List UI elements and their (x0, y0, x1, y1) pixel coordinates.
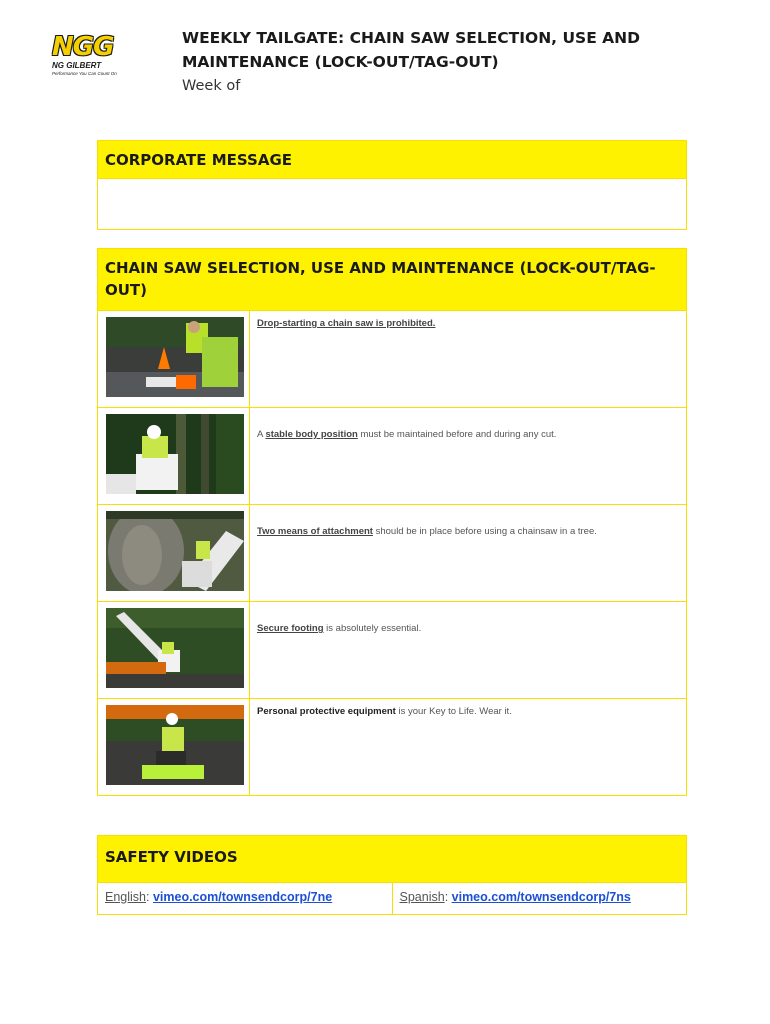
tree-trunk-bucket-photo (106, 511, 244, 591)
row-rest: must be maintained before and during any cut. (357, 429, 557, 440)
safety-row (98, 407, 686, 504)
row-image-cell (98, 505, 250, 601)
row-text (250, 602, 686, 698)
label-separator: : (444, 890, 452, 904)
spanish-video-cell (392, 883, 687, 914)
english-label: English (105, 890, 146, 904)
logo-mark: NGG (52, 32, 114, 62)
row-text (250, 311, 686, 407)
corporate-message-body (98, 178, 686, 229)
safety-row (98, 601, 686, 698)
bucket-truck-photo (106, 608, 244, 688)
safety-row (98, 698, 686, 795)
row-image-cell (98, 408, 250, 504)
document-header (182, 26, 702, 94)
logo-tagline: Performance You Can Count On (52, 71, 117, 76)
worker-drop-start-photo (106, 317, 244, 397)
row-image-cell (98, 602, 250, 698)
row-lead: A (257, 429, 266, 440)
document-title: WEEKLY TAILGATE: CHAIN SAW SELECTION, USE AND MAINTENANCE (LOCK-OUT/TAG-OUT) (182, 29, 641, 71)
ppe-worker-photo (106, 705, 244, 785)
safety-videos-heading: SAFETY VIDEOS (98, 836, 686, 882)
english-video-cell (98, 883, 392, 914)
chain-saw-heading: CHAIN SAW SELECTION, USE AND MAINTENANCE (LOCK-OUT/TAG-OUT) (98, 249, 686, 310)
row-emphasis: Personal protective equipment (257, 706, 396, 717)
spanish-label: Spanish (399, 890, 445, 904)
company-logo (52, 34, 132, 94)
row-emphasis: Secure footing (257, 623, 324, 634)
row-rest: should be in place before using a chainsaw in a tree. (372, 526, 597, 537)
english-video-link[interactable]: vimeo.com/townsendcorp/7ne (152, 890, 333, 904)
spanish-video-link[interactable]: vimeo.com/townsendcorp/7ns (451, 890, 631, 904)
row-text (250, 699, 686, 795)
row-image-cell (98, 311, 250, 407)
bucket-worker-photo (106, 414, 244, 494)
corporate-message-heading: CORPORATE MESSAGE (98, 141, 686, 178)
row-text (250, 505, 686, 601)
safety-videos-section (97, 835, 687, 915)
row-text (250, 408, 686, 504)
row-emphasis: Two means of attachment (257, 526, 373, 537)
video-links-row (98, 882, 686, 914)
corporate-message-section (97, 140, 687, 230)
row-image-cell (98, 699, 250, 795)
row-rest: is your Key to Life. Wear it. (395, 706, 512, 717)
chain-saw-section (97, 248, 687, 796)
safety-row (98, 504, 686, 601)
logo-name: NG GILBERT (52, 61, 102, 70)
label-separator: : (146, 890, 153, 904)
row-emphasis: Drop-starting a chain saw is prohibited. (257, 318, 436, 329)
row-rest: is absolutely essential. (323, 623, 422, 634)
row-emphasis: stable body position (265, 429, 358, 440)
week-of-label: Week of (182, 78, 241, 94)
safety-row (98, 310, 686, 407)
